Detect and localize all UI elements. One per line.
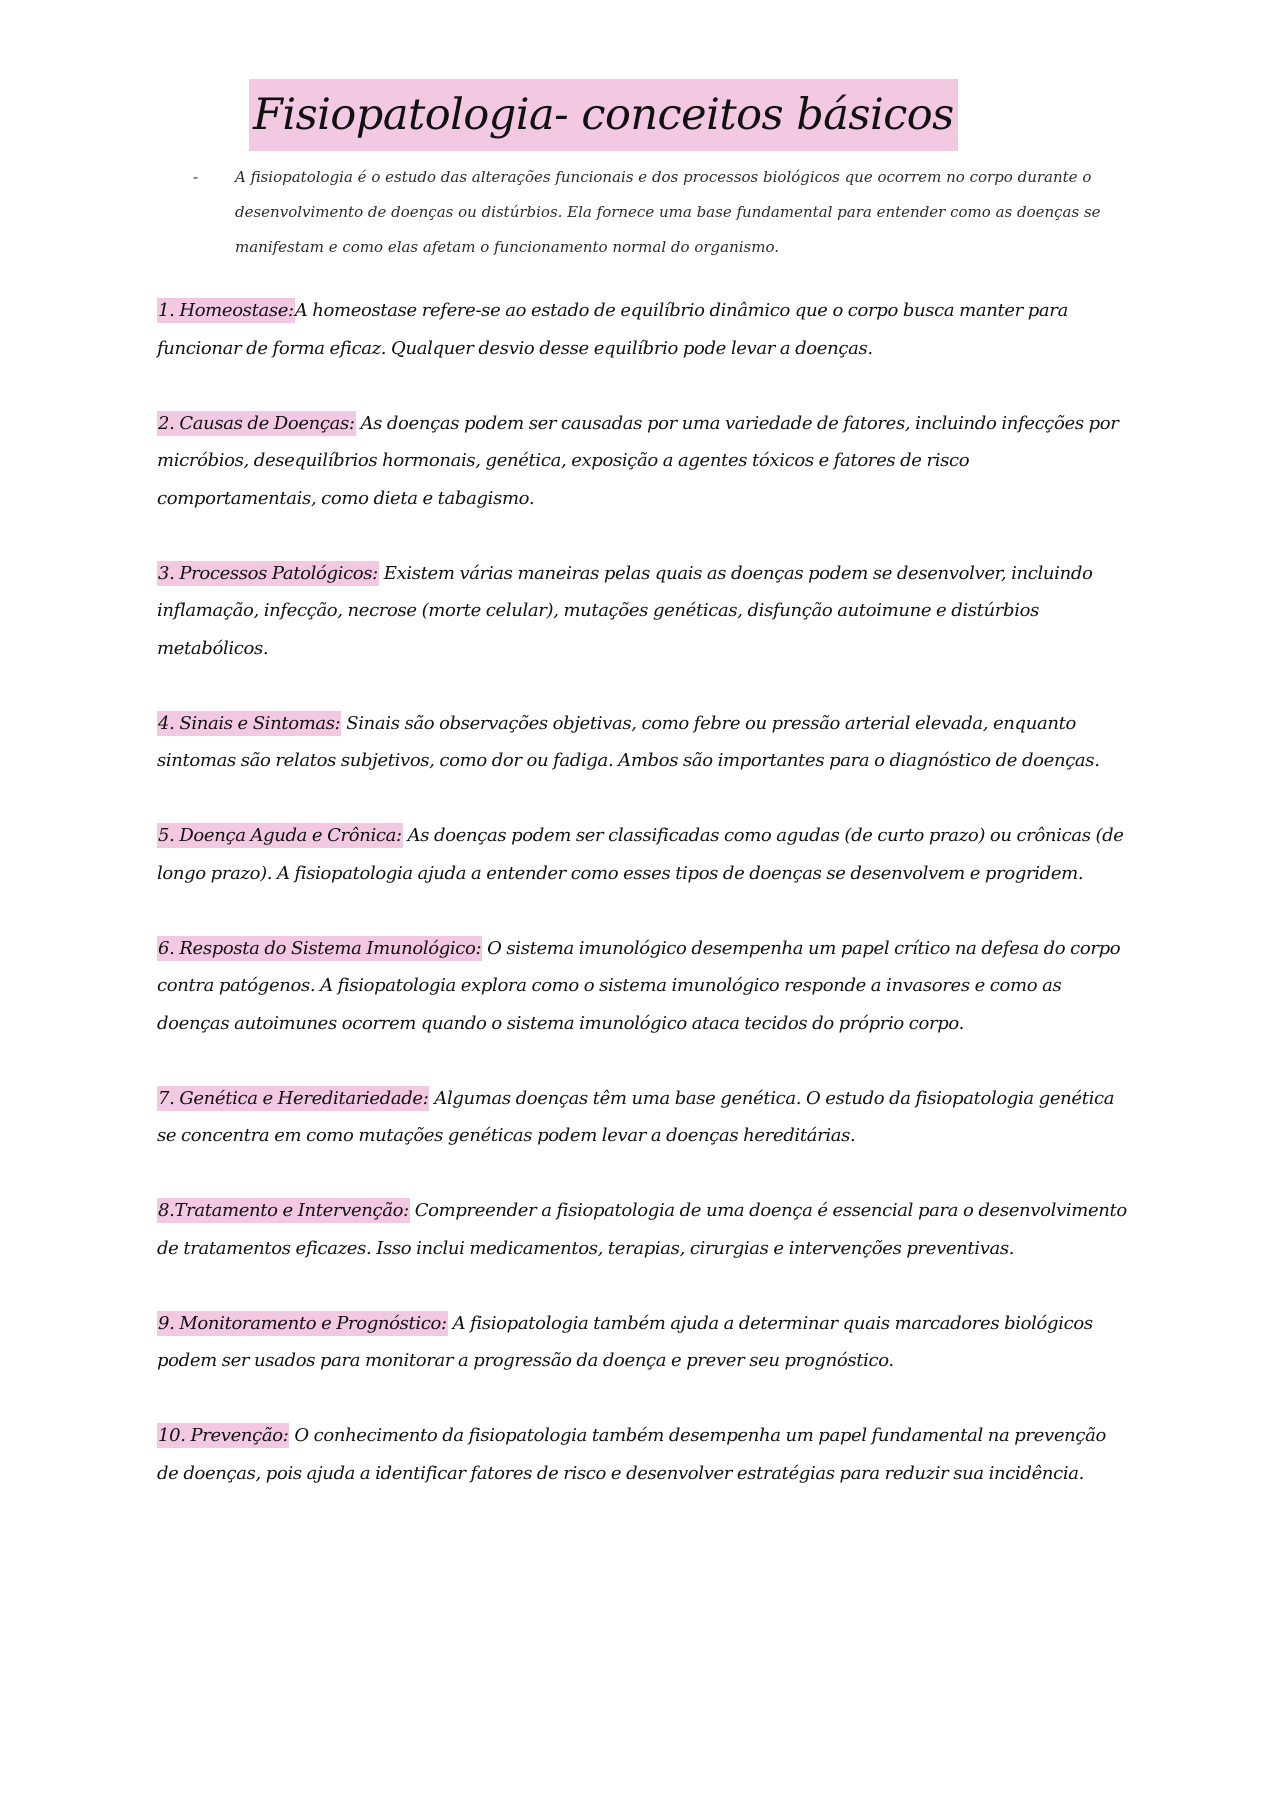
concept-text: O conhecimento da fisiopatologia também desempenha um papel fundamental na prevenção de doenças, pois ajuda a identificar fatores de risco e desenvolver estratégias para reduzir sua incidência. — [157, 1425, 1106, 1484]
concept-item-homeostase — [157, 292, 1129, 367]
concept-text: As doenças podem ser causadas por uma variedade de fatores, incluindo infecções por micróbios, desequilíbrios hormonais, genética, exposição a agentes tóxicos e fatores de risco comportamentais, como dieta e tabagismo. — [157, 412, 1119, 509]
concept-term: 5. Doença Aguda e Crônica: — [158, 825, 402, 846]
concept-item-resposta-imune — [157, 930, 1129, 1043]
concept-item-doenca-aguda — [157, 817, 1129, 892]
concept-term: 8.Tratamento e Intervenção: — [158, 1200, 409, 1221]
intro-text: A fisiopatologia é o estudo das alterações funcionais e dos processos biológicos que ocorrem no corpo durante o desenvolvimento de doenças ou distúrbios. Ela fornece uma base fundamental para entender como as doenças se manifestam e como elas afetam o funcionamento normal do organismo. — [235, 168, 1101, 256]
concept-term: 9. Monitoramento e Prognóstico: — [158, 1312, 447, 1334]
concept-term: 6. Resposta do Sistema Imunológico: — [158, 937, 482, 959]
concept-item-prevencao — [157, 1417, 1129, 1492]
concept-term: 4. Sinais e Sintomas: — [158, 712, 341, 734]
concept-text: Compreender a fisiopatologia de uma doença é essencial para o desenvolvimento de tratamentos eficazes. Isso inclui medicamentos, terapias, cirurgias e intervenções preventivas. — [157, 1200, 1127, 1259]
concept-text: Sinais são observações objetivas, como febre ou pressão arterial elevada, enquanto sintomas são relatos subjetivos, como dor ou fadiga. Ambos são importantes para o diagnóstico de doenças. — [157, 712, 1100, 771]
concept-term: 7. Genética e Hereditariedade: — [158, 1087, 429, 1109]
concept-text: A homeostase refere-se ao estado de equilíbrio dinâmico que o corpo busca manter para funcionar de forma eficaz. Qualquer desvio desse equilíbrio pode levar a doenças. — [157, 300, 1068, 359]
concept-item-causas — [157, 405, 1129, 518]
concept-item-monitoramento — [157, 1305, 1129, 1380]
concept-item-tratamento — [157, 1192, 1129, 1267]
title-container — [249, 78, 958, 152]
intro-paragraph — [193, 160, 1133, 265]
concept-text: Existem várias maneiras pelas quais as doenças podem se desenvolver, incluindo inflamação, infecção, necrose (morte celular), mutações genéticas, disfunção autoimune e distúrbios metabólicos. — [157, 562, 1093, 659]
intro-bullet: - — [193, 168, 199, 186]
concept-item-genetica — [157, 1080, 1129, 1155]
concept-text: Algumas doenças têm uma base genética. O estudo da fisiopatologia genética se concentra em como mutações genéticas podem levar a doenças hereditárias. — [157, 1087, 1115, 1146]
page-title: Fisiopatologia- conceitos básicos — [249, 79, 958, 151]
concept-term: 10. Prevenção: — [158, 1425, 289, 1446]
concept-item-sinais — [157, 705, 1129, 780]
concept-text: O sistema imunológico desempenha um papel crítico na defesa do corpo contra patógenos. A fisiopatologia explora como o sistema imunológico responde a invasores e como as doenças autoimunes ocorrem quando o sistema imunológico ataca tecidos do próprio corpo. — [157, 937, 1121, 1034]
concept-term: 3. Processos Patológicos: — [158, 562, 378, 584]
concept-text: A fisiopatologia também ajuda a determinar quais marcadores biológicos podem ser usados para monitorar a progressão da doença e prever seu prognóstico. — [157, 1312, 1093, 1371]
concept-list — [157, 292, 1129, 1492]
concept-term: 2. Causas de Doenças: — [158, 412, 355, 434]
concept-term: 1. Homeostase: — [158, 300, 294, 321]
concept-text: As doenças podem ser classificadas como agudas (de curto prazo) ou crônicas (de longo prazo). A fisiopatologia ajuda a entender como esses tipos de doenças se desenvolvem e progridem. — [157, 825, 1124, 884]
concept-item-processos — [157, 555, 1129, 668]
